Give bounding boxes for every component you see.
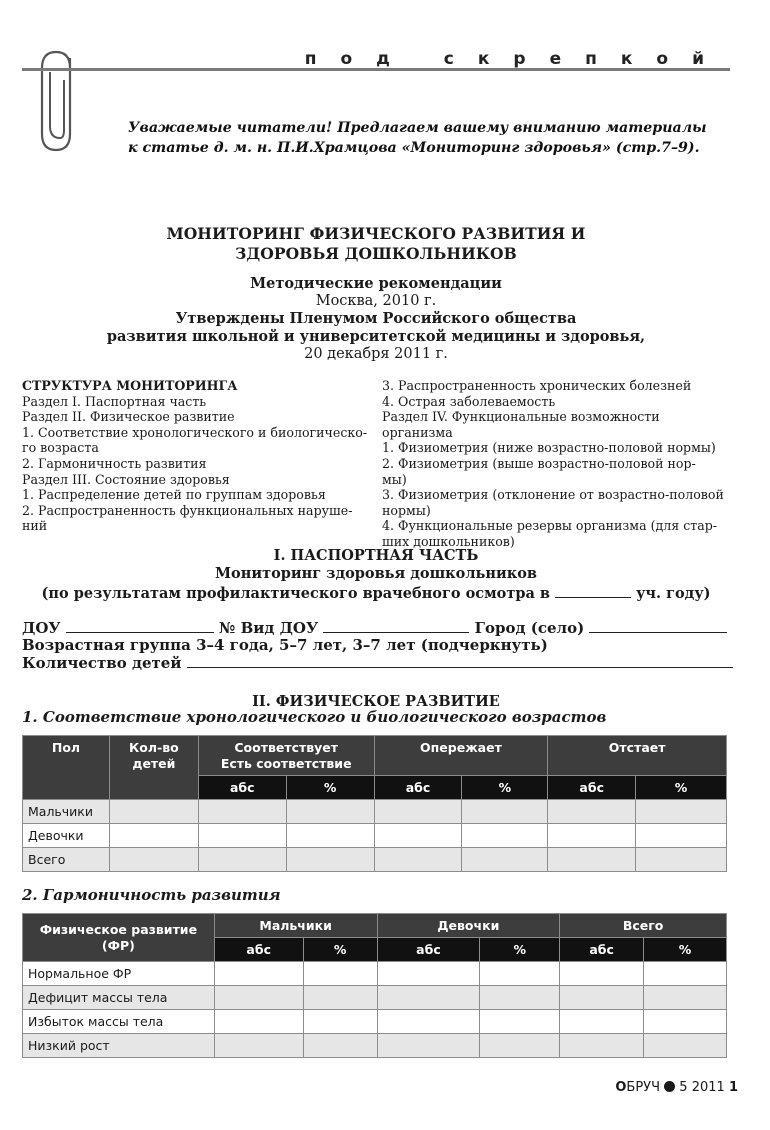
- section-banner: под скрепкой: [304, 49, 728, 69]
- table-row: Девочки: [23, 824, 727, 848]
- col-abs: абс: [214, 938, 303, 962]
- col-pct: %: [644, 938, 727, 962]
- dou-type-field[interactable]: [323, 618, 469, 633]
- col-abs: абс: [198, 776, 286, 800]
- children-count-line: Количество детей: [22, 653, 730, 672]
- harmony-table: [22, 913, 727, 1058]
- reader-note: Уважаемые читатели! Предлагаем вашему вниманию материалы к статье д. м. н. П.И.Храмцова «Мониторинг здоровья» (стр.7–9).: [128, 120, 707, 156]
- issue-dot-icon: [664, 1081, 675, 1092]
- dou-line: ДОУ № Вид ДОУ Город (село): [22, 618, 730, 637]
- age-group-line: Возрастная группа 3–4 года, 5–7 лет, 3–7 лет (подчеркнуть): [22, 636, 548, 654]
- col-pct: %: [636, 776, 727, 800]
- page-footer: [615, 1080, 738, 1095]
- table-row: Дефицит массы тела: [23, 986, 727, 1010]
- structure-column-right: 3. Распространенность хронических болезней 4. Острая заболеваемость Раздел IV. Функциональные возможности организма 1. Физиометрия (ниже возрастно-половой нормы) 2. Физиометрия (выше возрастно-половой нор- мы) 3. Физиометрия (отклонение от возрастно-половой нормы) 4. Функциональные резервы организма (для стар- ших дошкольников): [382, 378, 724, 549]
- document-subtitle: Методические рекомендации Москва, 2010 г. Утверждены Пленумом Российского общества развития школьной и университетской медицины и здоровья, 20 декабря 2011 г.: [106, 275, 646, 362]
- age-correspondence-table: [22, 735, 727, 872]
- document-title: МОНИТОРИНГ ФИЗИЧЕСКОГО РАЗВИТИЯ И ЗДОРОВЬЯ ДОШКОЛЬНИКОВ: [166, 224, 586, 263]
- dou-field[interactable]: [66, 618, 214, 633]
- table-row: Нормальное ФР: [23, 962, 727, 986]
- col-physical-dev: Физическое развитие (ФР): [23, 914, 215, 962]
- col-match: Соответствует Есть соответствие: [198, 736, 374, 776]
- children-count-field[interactable]: [187, 653, 733, 668]
- table-row: Избыток массы тела: [23, 1010, 727, 1034]
- page-number: 1: [728, 1080, 738, 1095]
- issue-number: 5: [679, 1080, 688, 1095]
- col-girls: Девочки: [377, 914, 560, 938]
- table2-caption: 2. Гармоничность развития: [22, 886, 281, 904]
- table-row: Низкий рост: [23, 1034, 727, 1058]
- col-abs: абс: [374, 776, 462, 800]
- city-field[interactable]: [589, 618, 727, 633]
- journal-name: БРУЧ: [626, 1080, 661, 1095]
- col-pct: %: [303, 938, 377, 962]
- col-boys: Мальчики: [214, 914, 377, 938]
- year: 2011: [691, 1080, 725, 1095]
- col-pct: %: [286, 776, 374, 800]
- col-ahead: Опережает: [374, 736, 548, 776]
- col-total: Всего: [560, 914, 727, 938]
- journal-logo: О: [615, 1080, 627, 1095]
- col-abs: абс: [560, 938, 644, 962]
- physical-heading: II. ФИЗИЧЕСКОЕ РАЗВИТИЕ: [252, 693, 500, 710]
- col-abs: абс: [548, 776, 636, 800]
- year-blank[interactable]: [555, 583, 631, 598]
- structure-column-left: СТРУКТУРА МОНИТОРИНГА Раздел I. Паспортная часть Раздел II. Физическое развитие 1. Соответствие хронологического и биологическо- го возраста 2. Гармоничность развития Раздел III. Состояние здоровья 1. Распределение детей по группам здоровья 2. Распространенность функциональных наруше- ний: [22, 378, 368, 534]
- table1-caption: 1. Соответствие хронологического и биологического возрастов: [22, 708, 607, 726]
- col-behind: Отстает: [548, 736, 727, 776]
- passport-heading: I. ПАСПОРТНАЯ ЧАСТЬ Мониторинг здоровья дошкольников (по результатам профилактического врачебного осмотра в уч. году): [41, 547, 711, 602]
- col-pct: %: [462, 776, 548, 800]
- paperclip-icon: [30, 46, 86, 158]
- col-abs: абс: [377, 938, 480, 962]
- col-pct: %: [480, 938, 560, 962]
- col-count: Кол-во детей: [109, 736, 198, 800]
- table-row: Мальчики: [23, 800, 727, 824]
- col-sex: Пол: [23, 736, 110, 800]
- table-row: Всего: [23, 848, 727, 872]
